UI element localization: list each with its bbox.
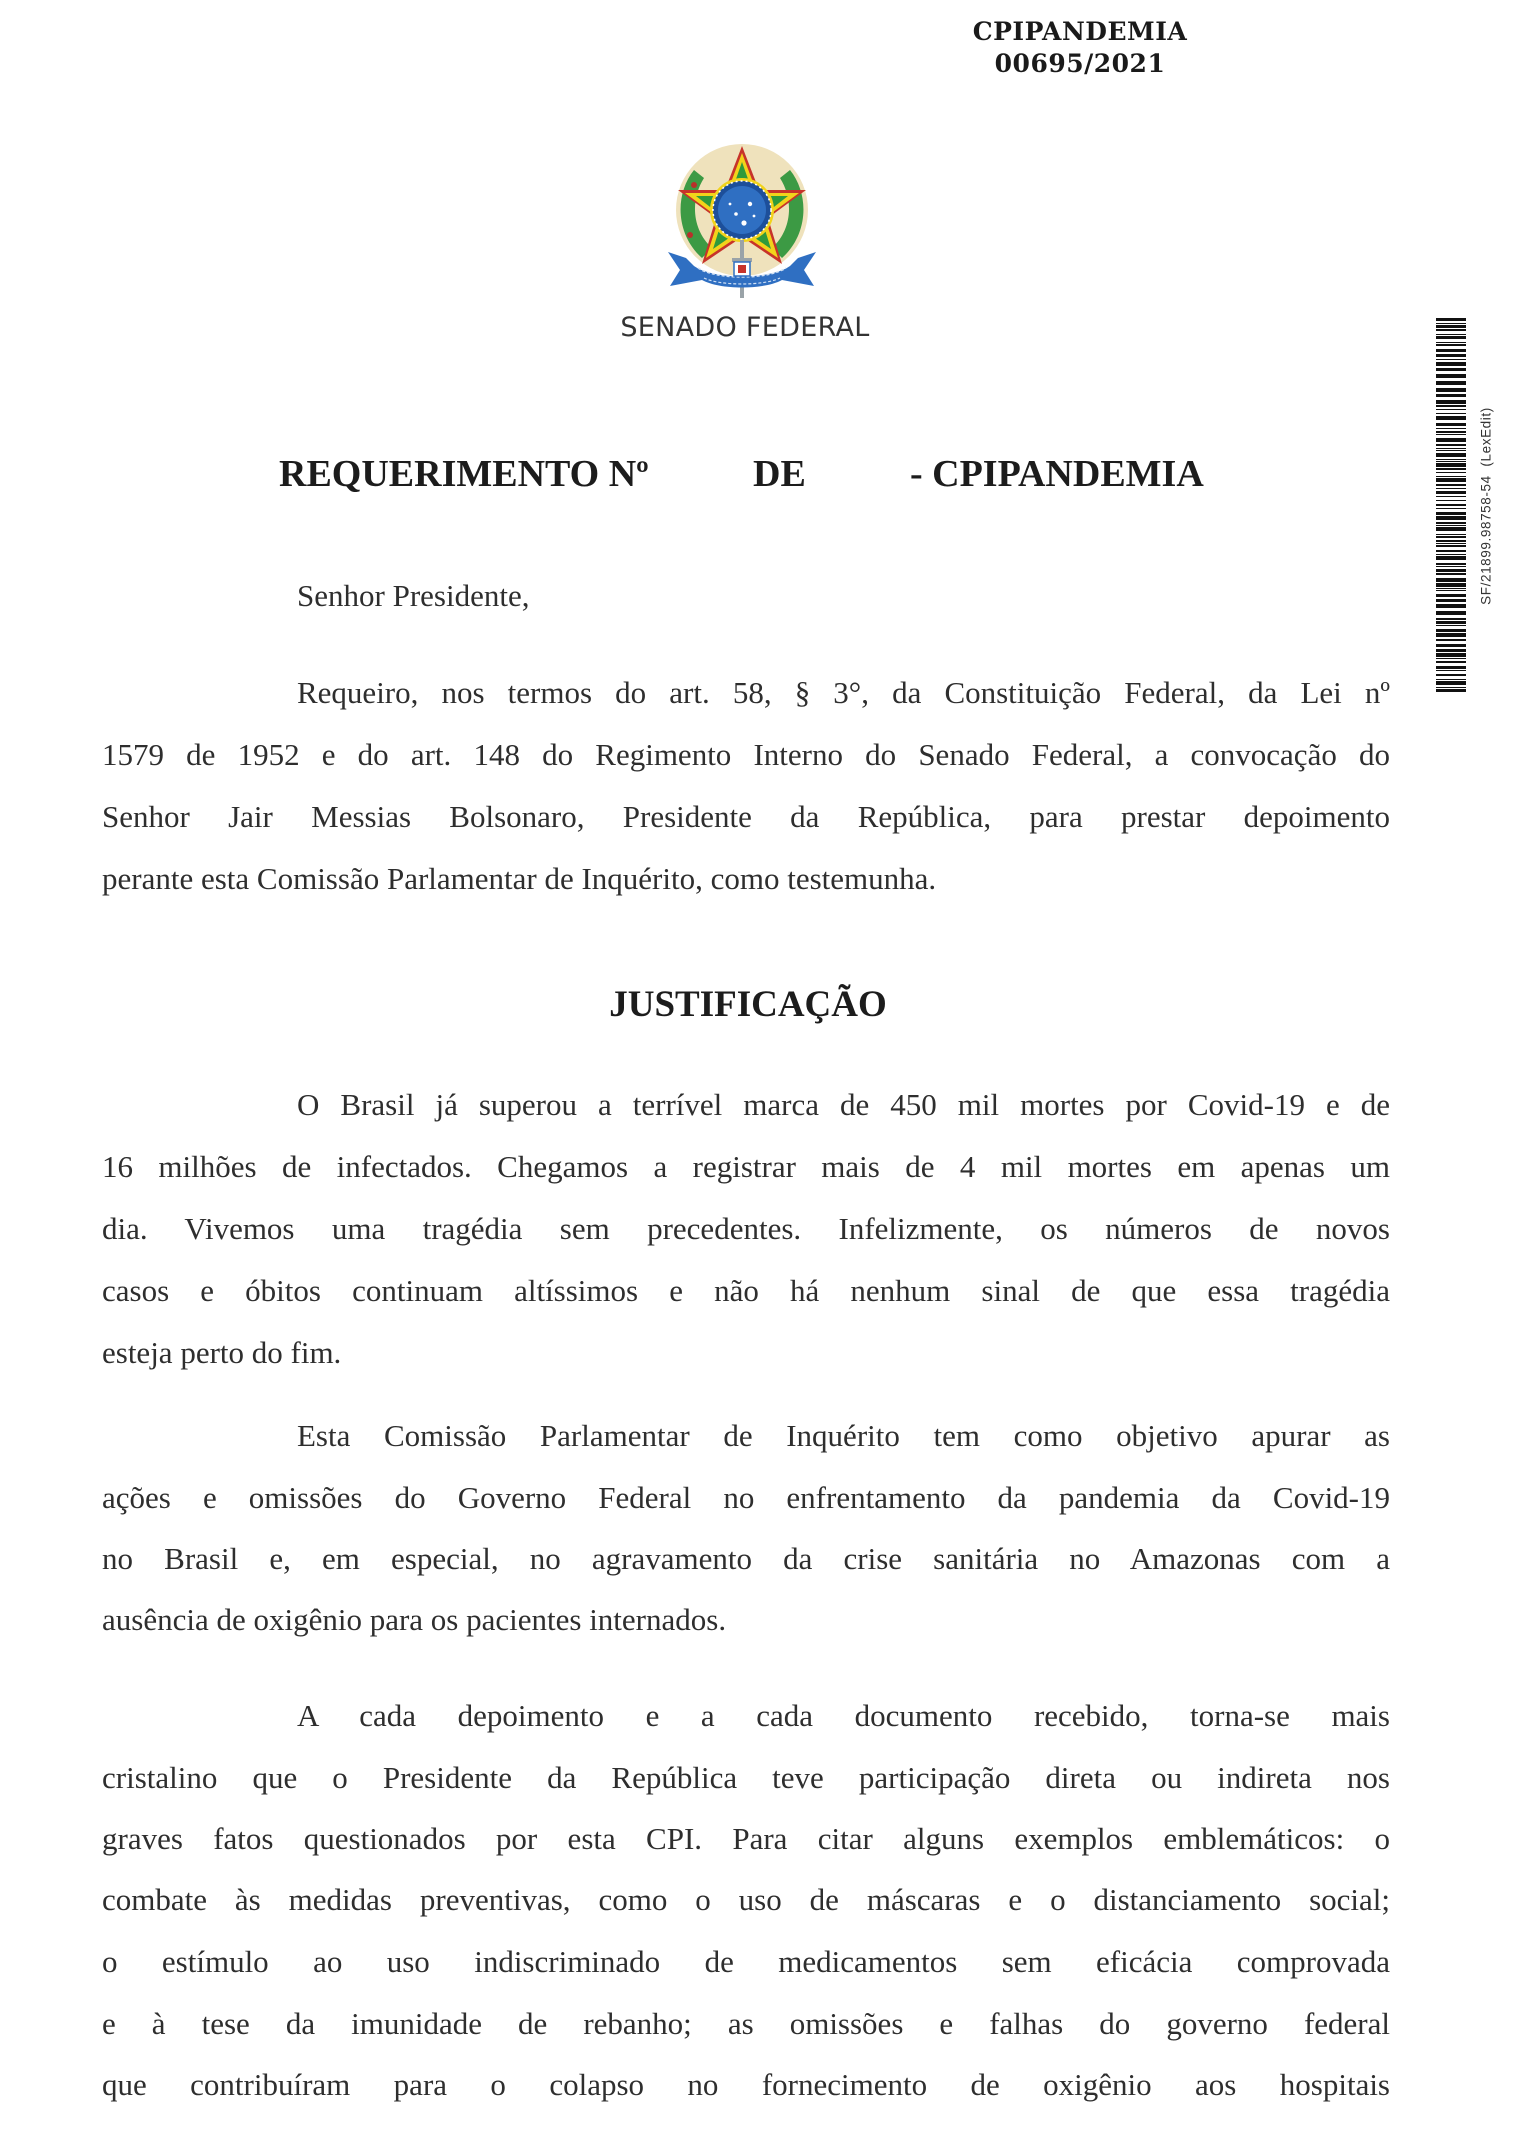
- barcode-bar: [1436, 556, 1466, 560]
- title-committee: - CPIPANDEMIA: [910, 453, 1204, 495]
- barcode-bar: [1436, 599, 1466, 602]
- paragraph-line: A cada depoimento e a cada documento recebido, torna-se mais: [297, 1698, 1390, 1733]
- paragraph-line: ações e omissões do Governo Federal no enfrentamento da pandemia da Covid-19: [102, 1480, 1390, 1515]
- barcode-bar: [1436, 349, 1466, 352]
- barcode-bar: [1436, 563, 1466, 565]
- paragraph-line: perante esta Comissão Parlamentar de Inquérito, como testemunha.: [102, 861, 937, 896]
- paragraph-line: no Brasil e, em especial, no agravamento da crise sanitária no Amazonas com a: [102, 1541, 1390, 1576]
- barcode-bar: [1436, 496, 1466, 497]
- barcode-bar: [1436, 461, 1466, 462]
- barcode-bar: [1436, 566, 1466, 567]
- barcode-bar: [1436, 536, 1466, 538]
- barcode-bar: [1436, 522, 1466, 524]
- barcode-bar: [1436, 428, 1466, 429]
- barcode-bar: [1436, 633, 1466, 637]
- paragraph-line: e à tese da imunidade de rebanho; as omissões e falhas do governo federal: [102, 2006, 1390, 2041]
- barcode-bar: [1436, 438, 1466, 442]
- coat-of-arms-logo: [664, 140, 820, 306]
- salutation: Senhor Presidente,: [297, 578, 530, 613]
- barcode-bar: [1436, 323, 1466, 324]
- barcode-bar: [1436, 621, 1466, 624]
- barcode-bar: [1436, 400, 1466, 404]
- paragraph-line: ausência de oxigênio para os pacientes internados.: [102, 1602, 727, 1637]
- barcode-bar: [1436, 681, 1466, 685]
- barcode-bar: [1436, 329, 1466, 331]
- paragraph-line: graves fatos questionados por esta CPI. Para citar alguns exemplos emblemáticos: o: [102, 1821, 1390, 1856]
- title-requerimento: REQUERIMENTO Nº: [279, 453, 649, 495]
- barcode-bar: [1436, 431, 1466, 433]
- barcode-bar: [1436, 653, 1466, 657]
- barcode-bar: [1436, 670, 1466, 671]
- document-number: 00695/2021: [994, 49, 1166, 78]
- barcode-bar: [1436, 689, 1466, 692]
- barcode-bar: [1436, 409, 1466, 410]
- barcode-bar: [1436, 629, 1466, 632]
- barcode-bar: [1436, 569, 1466, 572]
- barcode-bar: [1436, 453, 1466, 457]
- paragraph-line: Senhor Jair Messias Bolsonaro, Presidente da República, para prestar depoimento: [102, 799, 1390, 834]
- barcode-bar: [1436, 661, 1466, 663]
- barcode-bar: [1436, 666, 1466, 669]
- paragraph-line: combate às medidas preventivas, como o uso de máscaras e o distanciamento social;: [102, 1882, 1390, 1917]
- barcode-bar: [1436, 545, 1466, 547]
- barcode-bar: [1436, 381, 1466, 385]
- barcode-bar: [1436, 618, 1466, 620]
- barcode-bar: [1436, 512, 1466, 515]
- barcode-bar: [1436, 674, 1466, 676]
- title-de: DE: [753, 453, 806, 495]
- barcode-bar: [1436, 611, 1466, 615]
- barcode-bar: [1436, 687, 1466, 688]
- paragraph-line: Requeiro, nos termos do art. 58, § 3°, da Constituição Federal, da Lei nº: [297, 675, 1390, 710]
- justification-heading: JUSTIFICAÇÃO: [609, 984, 887, 1025]
- barcode-bar: [1436, 639, 1466, 641]
- seal-globe: [710, 178, 774, 242]
- barcode-bar: [1436, 344, 1466, 346]
- barcode-bar: [1436, 368, 1466, 371]
- barcode-bar: [1436, 550, 1466, 552]
- barcode-bar: [1436, 649, 1466, 652]
- barcode-bar: [1436, 540, 1466, 542]
- barcode-bar: [1436, 588, 1466, 589]
- barcode-bar: [1436, 342, 1466, 343]
- paragraph-line: casos e óbitos continuam altíssimos e não há nenhum sinal de que essa tragédia: [102, 1273, 1390, 1308]
- barcode-bar: [1436, 336, 1466, 339]
- paragraph-line: 16 milhões de infectados. Chegamos a registrar mais de 4 mil mortes em apenas um: [102, 1149, 1390, 1184]
- paragraph-line: dia. Vivemos uma tragédia sem precedentes. Infelizmente, os números de novos: [102, 1211, 1390, 1246]
- barcode-bar: [1436, 658, 1466, 659]
- barcode-bar: [1436, 491, 1466, 494]
- committee-code: CPIPANDEMIA: [972, 17, 1188, 46]
- barcode-bar: [1436, 468, 1466, 470]
- barcode-bar: [1436, 459, 1466, 460]
- barcode-bar: [1436, 644, 1466, 647]
- barcode-bar: [1436, 448, 1466, 449]
- barcode-bar: [1436, 488, 1466, 489]
- barcode-bar: [1436, 604, 1466, 608]
- barcode-bar: [1436, 554, 1466, 555]
- barcode-bar: [1436, 679, 1466, 680]
- barcode-bar: [1436, 476, 1466, 477]
- barcode-bar: [1436, 334, 1466, 335]
- barcode-bar: [1436, 423, 1466, 426]
- paragraph-line: cristalino que o Presidente da República teve participação direta ou indireta nos: [102, 1760, 1390, 1795]
- barcode-bar: [1436, 625, 1466, 626]
- barcode-bar: [1436, 394, 1466, 397]
- barcode-bar: [1436, 374, 1466, 378]
- barcode: [1436, 318, 1466, 695]
- coat-of-arms-icon: [664, 140, 820, 306]
- barcode-code: SF/21899.98758-54: [1478, 475, 1494, 605]
- barcode-bar: [1436, 573, 1466, 575]
- barcode-bar: [1436, 534, 1466, 535]
- paragraph-line: O Brasil já superou a terrível marca de 450 mil mortes por Covid-19 e de: [297, 1087, 1390, 1122]
- barcode-bar: [1436, 516, 1466, 520]
- barcode-source: (LexEdit): [1478, 407, 1494, 467]
- barcode-bar: [1436, 472, 1466, 473]
- barcode-bar: [1436, 325, 1466, 328]
- barcode-bar: [1436, 578, 1466, 582]
- barcode-bar: [1436, 318, 1466, 321]
- barcode-bar: [1436, 525, 1466, 526]
- paragraph-line: esteja perto do fim.: [102, 1335, 342, 1370]
- barcode-bar: [1436, 504, 1466, 506]
- barcode-bar: [1436, 405, 1466, 407]
- barcode-bar: [1436, 527, 1466, 531]
- barcode-bar: [1436, 478, 1466, 482]
- barcode-bar: [1436, 594, 1466, 597]
- barcode-bar: [1436, 354, 1466, 357]
- barcode-bar: [1436, 543, 1466, 544]
- barcode-bar: [1436, 484, 1466, 486]
- institution-name: SENADO FEDERAL: [620, 312, 870, 343]
- barcode-bar: [1436, 434, 1466, 435]
- paragraph-line: Esta Comissão Parlamentar de Inquérito tem como objetivo apurar as: [297, 1418, 1390, 1453]
- paragraph-line: o estímulo ao uso indiscriminado de medicamentos sem eficácia comprovada: [102, 1944, 1390, 1979]
- barcode-bar: [1436, 416, 1466, 420]
- barcode-bar: [1436, 450, 1466, 451]
- barcode-bar: [1436, 362, 1466, 366]
- barcode-bar: [1436, 413, 1466, 414]
- paragraph-line: 1579 de 1952 e do art. 148 do Regimento Interno do Senado Federal, a convocação do: [102, 737, 1390, 772]
- barcode-bar: [1436, 590, 1466, 591]
- paragraph-line: que contribuíram para o colapso no fornecimento de oxigênio aos hospitais: [102, 2067, 1390, 2102]
- barcode-bar: [1436, 500, 1466, 501]
- barcode-bar: [1436, 583, 1466, 587]
- barcode-bar: [1436, 508, 1466, 509]
- barcode-bar: [1436, 463, 1466, 467]
- barcode-bar: [1436, 388, 1466, 392]
- barcode-bar: [1436, 359, 1466, 360]
- barcode-bar: [1436, 444, 1466, 446]
